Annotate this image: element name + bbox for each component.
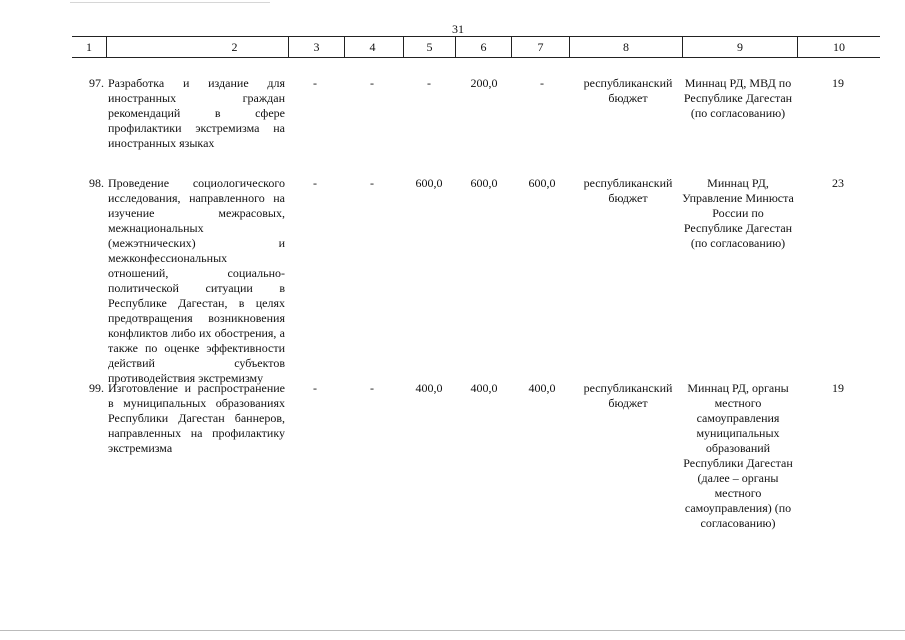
row-number: 98. xyxy=(89,176,104,190)
page-number: 31 xyxy=(452,22,464,36)
col7-value: - xyxy=(540,76,544,90)
col6-value: 400,0 xyxy=(470,381,498,395)
col4-value: - xyxy=(370,76,374,90)
scan-edge-line xyxy=(70,2,270,3)
row-title: Изготовление и распространение в муниципальных образованиях Республики Дагестан баннеров, направленных на профилактику экстремизма xyxy=(108,381,285,455)
funding-source: республиканский бюджет xyxy=(583,76,673,105)
header-col-6: 6 xyxy=(455,37,511,57)
col6-value: 200,0 xyxy=(470,76,498,90)
header-col-10: 10 xyxy=(797,37,880,57)
col10-value: 19 xyxy=(832,381,844,395)
col6-value: 600,0 xyxy=(470,176,498,190)
executor: Миннац РД, МВД по Республике Дагестан (по согласованию) xyxy=(683,76,793,120)
executor: Миннац РД, органы местного самоуправления муниципальных образований Республики Дагестан (далее – органы местного самоуправления) (по согласованию) xyxy=(683,381,793,530)
table-header xyxy=(72,36,880,58)
header-col-9: 9 xyxy=(682,37,797,57)
col5-value: 600,0 xyxy=(415,176,443,190)
funding-source: республиканский бюджет xyxy=(583,176,673,205)
row-number: 99. xyxy=(89,381,104,395)
col3-value: - xyxy=(313,381,317,395)
header-col-2: 2 xyxy=(106,37,362,57)
col4-value: - xyxy=(370,176,374,190)
col7-value: 400,0 xyxy=(528,381,556,395)
header-col-8: 8 xyxy=(569,37,682,57)
header-col-3: 3 xyxy=(288,37,344,57)
col10-value: 19 xyxy=(832,76,844,90)
scan-edge-line xyxy=(0,630,905,631)
col3-value: - xyxy=(313,76,317,90)
row-title: Разработка и издание для иностранных граждан рекомендаций в сфере профилактики экстремизма на иностранных языках xyxy=(108,76,285,150)
funding-source: республиканский бюджет xyxy=(583,381,673,410)
header-col-1: 1 xyxy=(86,40,92,54)
header-col-4: 4 xyxy=(344,37,400,57)
header-col-5: 5 xyxy=(403,37,455,57)
col5-value: - xyxy=(427,76,431,90)
col10-value: 23 xyxy=(832,176,844,190)
row-number: 97. xyxy=(89,76,104,90)
col5-value: 400,0 xyxy=(415,381,443,395)
col3-value: - xyxy=(313,176,317,190)
header-col-7: 7 xyxy=(511,37,569,57)
col7-value: 600,0 xyxy=(528,176,556,190)
row-title: Проведение социологического исследования, направленного на изучение межрасовых, межнациональных (межэтнических) и межконфессиональных отношений, социально-политической ситуации в Республике Дагестан, в целях предотвращения возникновения конфликтов либо их обострения, а также по оценке эффективности действий субъектов противодействия экстремизму xyxy=(108,176,285,385)
executor: Миннац РД, Управление Минюста России по Республике Дагестан (по согласованию) xyxy=(682,176,794,250)
col4-value: - xyxy=(370,381,374,395)
